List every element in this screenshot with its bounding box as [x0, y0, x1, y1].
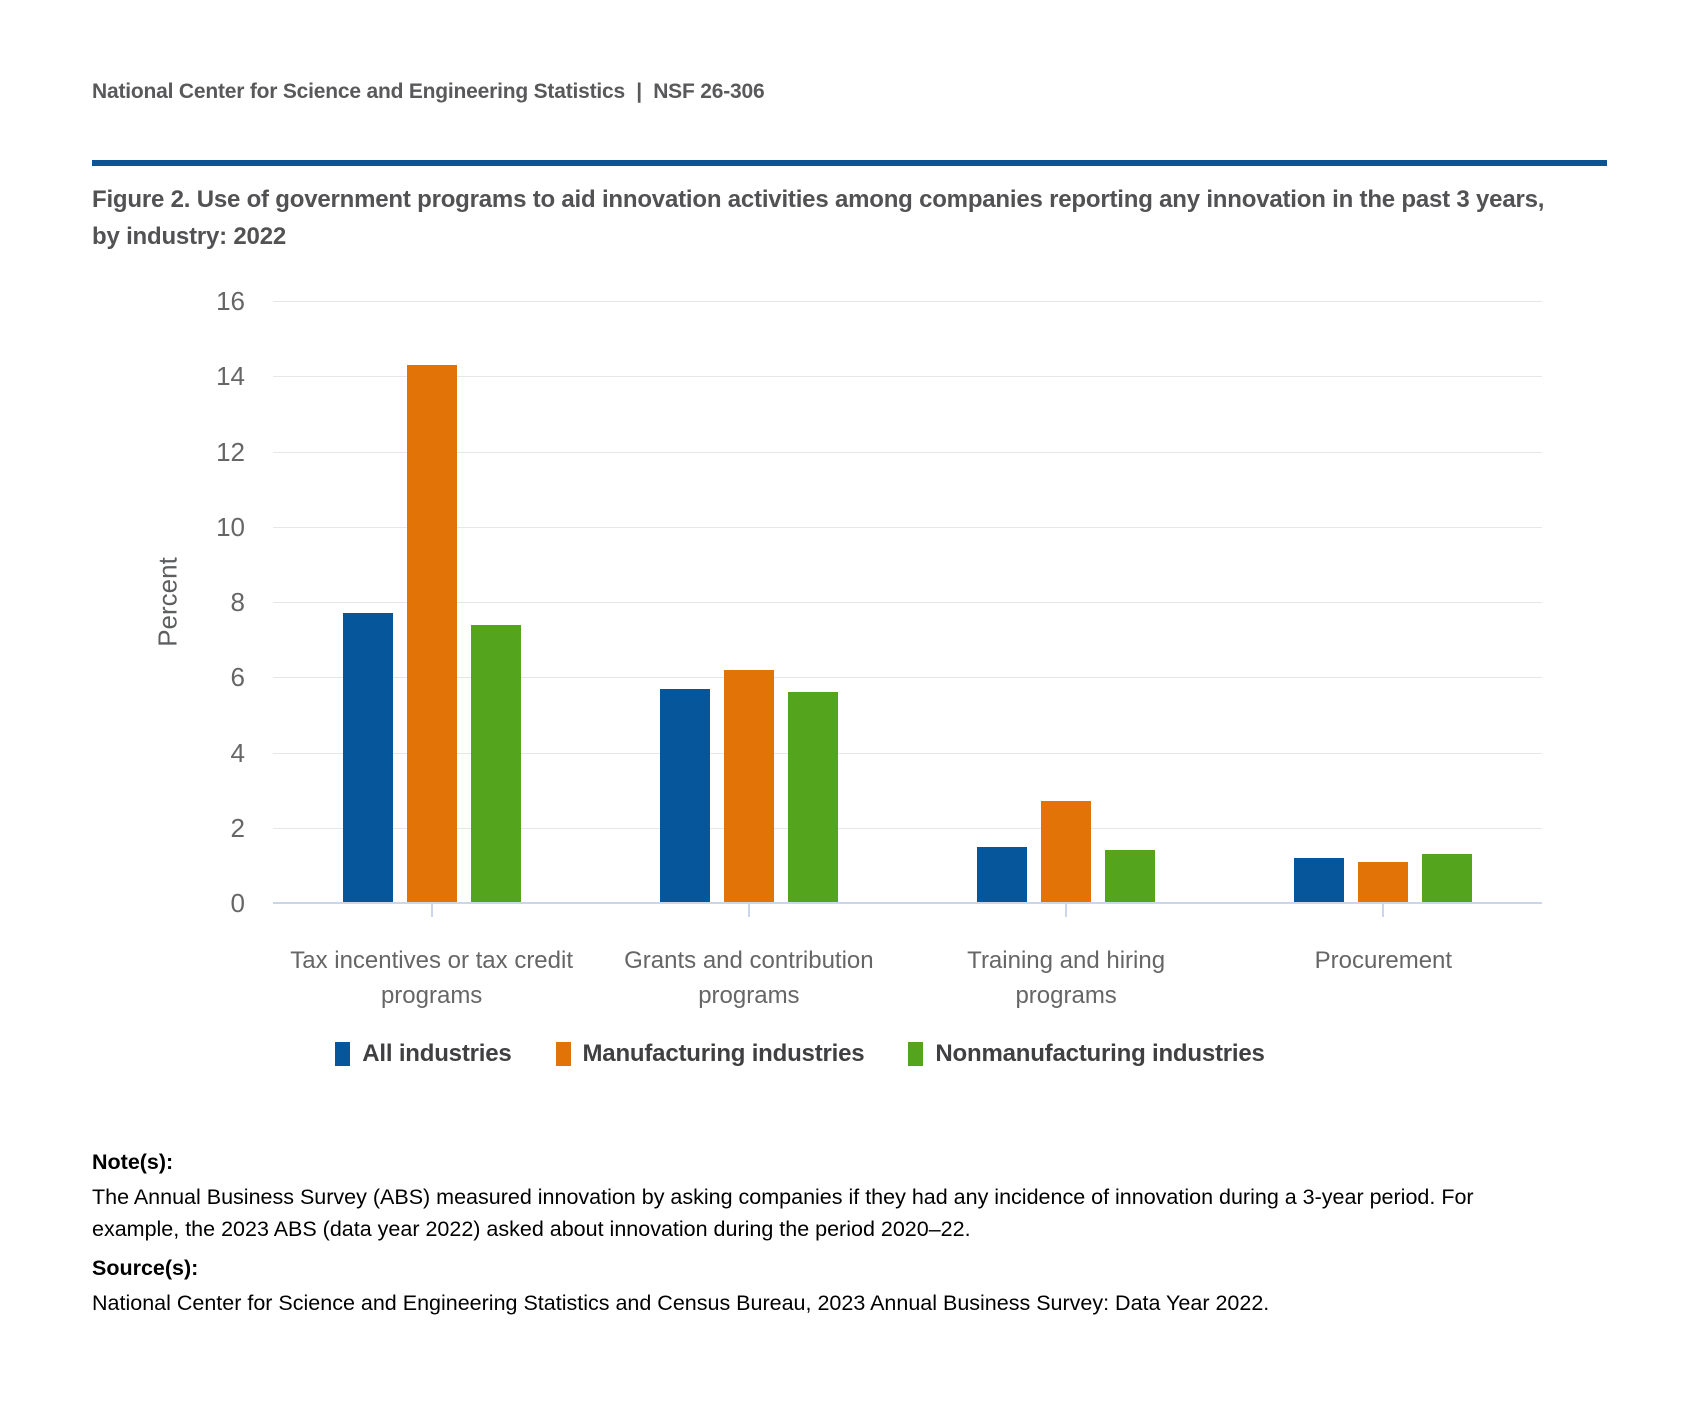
- source-label: Source(s):: [92, 1256, 199, 1280]
- gridline: [273, 301, 1542, 302]
- bar[interactable]: [1422, 854, 1472, 903]
- x-tick-mark: [431, 903, 433, 917]
- category-label-line: programs: [698, 982, 800, 1009]
- legend-item-label: All industries: [362, 1040, 512, 1067]
- y-tick-label: 4: [230, 737, 245, 768]
- gridline: [273, 452, 1542, 453]
- legend-item[interactable]: [908, 1040, 1264, 1068]
- y-tick-label: 10: [216, 511, 245, 542]
- y-tick-label: 0: [230, 888, 245, 918]
- gridline: [273, 602, 1542, 603]
- y-axis-label: Percent: [152, 557, 183, 647]
- y-tick-label: 8: [230, 587, 245, 617]
- figure-title: Figure 2. Use of government programs to aid innovation activities among companies reporting any innovation in the past 3 years, by industry: 2022: [92, 186, 1545, 250]
- gridline: [273, 753, 1542, 754]
- gridline: [273, 376, 1542, 377]
- gridline: [273, 828, 1542, 829]
- category-label: [1173, 943, 1593, 978]
- legend-swatch: [908, 1042, 923, 1066]
- category-label-line: Procurement: [1314, 947, 1453, 974]
- category-label-line: Training and hiring: [967, 947, 1166, 974]
- bar[interactable]: [343, 613, 393, 903]
- legend-item-label: Nonmanufacturing industries: [935, 1040, 1265, 1067]
- legend-item[interactable]: [335, 1040, 511, 1068]
- header-text: National Center for Science and Engineering Statistics | NSF 26-306: [92, 80, 765, 103]
- x-tick-mark: [1382, 903, 1384, 917]
- legend-item[interactable]: [556, 1040, 865, 1068]
- x-tick-mark: [748, 903, 750, 917]
- x-axis-line: [273, 902, 1542, 904]
- bar[interactable]: [1358, 862, 1408, 903]
- notes-text: The Annual Business Survey (ABS) measured innovation by asking companies if they had any incidence of innovation during a 3-year period. For example, the 2023 ABS (data year 2022) asked about innovation during the period 2020–22.: [92, 1185, 1474, 1241]
- legend-swatch: [556, 1042, 571, 1066]
- legend: [270, 1040, 1330, 1068]
- bar[interactable]: [1041, 801, 1091, 903]
- y-tick-label: 2: [230, 812, 245, 843]
- bar[interactable]: [977, 847, 1027, 903]
- category-label-line: programs: [1015, 982, 1117, 1009]
- gridline: [273, 527, 1542, 528]
- bar[interactable]: [1294, 858, 1344, 903]
- category-label-line: Grants and contribution: [624, 947, 874, 974]
- y-tick-label: 6: [230, 662, 245, 693]
- y-tick-label: 12: [216, 436, 245, 467]
- bar[interactable]: [660, 689, 710, 903]
- x-tick-mark: [1065, 903, 1067, 917]
- bar[interactable]: [1105, 850, 1155, 903]
- source-text: National Center for Science and Engineering Statistics and Census Bureau, 2023 Annual Business Survey: Data Year 2022.: [92, 1291, 1270, 1315]
- bar[interactable]: [471, 625, 521, 903]
- legend-swatch: [335, 1042, 350, 1066]
- y-tick-label: 16: [216, 286, 245, 316]
- bar[interactable]: [724, 670, 774, 903]
- gridline: [273, 677, 1542, 678]
- notes-label: Note(s):: [92, 1150, 174, 1174]
- bar[interactable]: [407, 365, 457, 903]
- y-tick-label: 14: [216, 361, 245, 392]
- category-label-line: programs: [380, 982, 483, 1009]
- category-label-line: Tax incentives or tax credit: [290, 947, 574, 974]
- legend-item-label: Manufacturing industries: [582, 1040, 865, 1067]
- bar[interactable]: [788, 692, 838, 903]
